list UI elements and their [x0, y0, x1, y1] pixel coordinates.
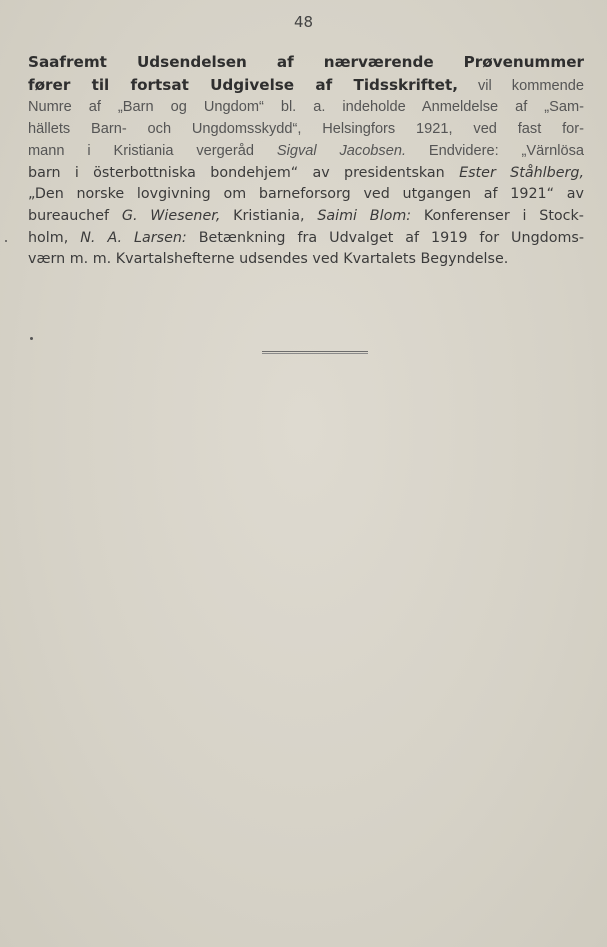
author-name: Saimi Blom:	[317, 207, 412, 224]
text-fragment: vil kommende	[457, 77, 584, 94]
paper-speck	[5, 240, 7, 242]
text-line-8	[28, 206, 584, 228]
page-number: 48	[293, 13, 314, 31]
section-divider-rule	[262, 351, 368, 354]
bold-heading-part-1: Saafremt Udsendelsen af nærværende Prøvenummer	[28, 53, 584, 71]
text-line-1	[28, 52, 584, 75]
text-line-4: hällets Barn- och Ungdomsskydd“, Helsingfors 1921, ved fast for-	[28, 121, 584, 138]
text-fragment: Kristiania,	[220, 207, 318, 224]
text-fragment: bureauchef	[28, 207, 122, 224]
author-name: Ester Ståhlberg,	[459, 164, 584, 181]
text-fragment: mann i Kristiania vergeråd	[28, 142, 277, 159]
bold-heading-part-2: fører til fortsat Udgivelse af Tidsskriftet,	[28, 75, 458, 94]
text-fragment: holm,	[28, 229, 81, 246]
text-fragment: Endvidere: „Värnlösa	[406, 142, 584, 159]
author-name: Sigval Jacobsen.	[276, 142, 407, 159]
text-line-2	[28, 75, 584, 98]
text-line-9	[28, 228, 584, 250]
text-line-7: „Den norske lovgivning om barneforsorg ved utgangen af 1921“ av	[28, 186, 584, 203]
text-fragment: Konferenser i Stock-	[411, 207, 584, 224]
text-line-5	[28, 141, 584, 163]
text-fragment: barn i österbottniska bondehjem“ av presidentskan	[28, 164, 460, 181]
announcement-paragraph	[28, 52, 584, 271]
author-name: N. A. Larsen:	[80, 229, 187, 246]
text-line-6	[28, 163, 584, 185]
text-line-10: værn m. m. Kvartalshefterne udsendes ved Kvartalets Begyndelse.	[28, 251, 509, 268]
author-name: G. Wiesener,	[121, 207, 221, 224]
paper-speck	[30, 337, 33, 340]
text-fragment: Betænkning fra Udvalget af 1919 for Ungdoms-	[186, 229, 585, 246]
text-line-3: Numre af „Barn og Ungdom“ bl. a. indeholde Anmeldelse af „Sam-	[28, 99, 584, 116]
